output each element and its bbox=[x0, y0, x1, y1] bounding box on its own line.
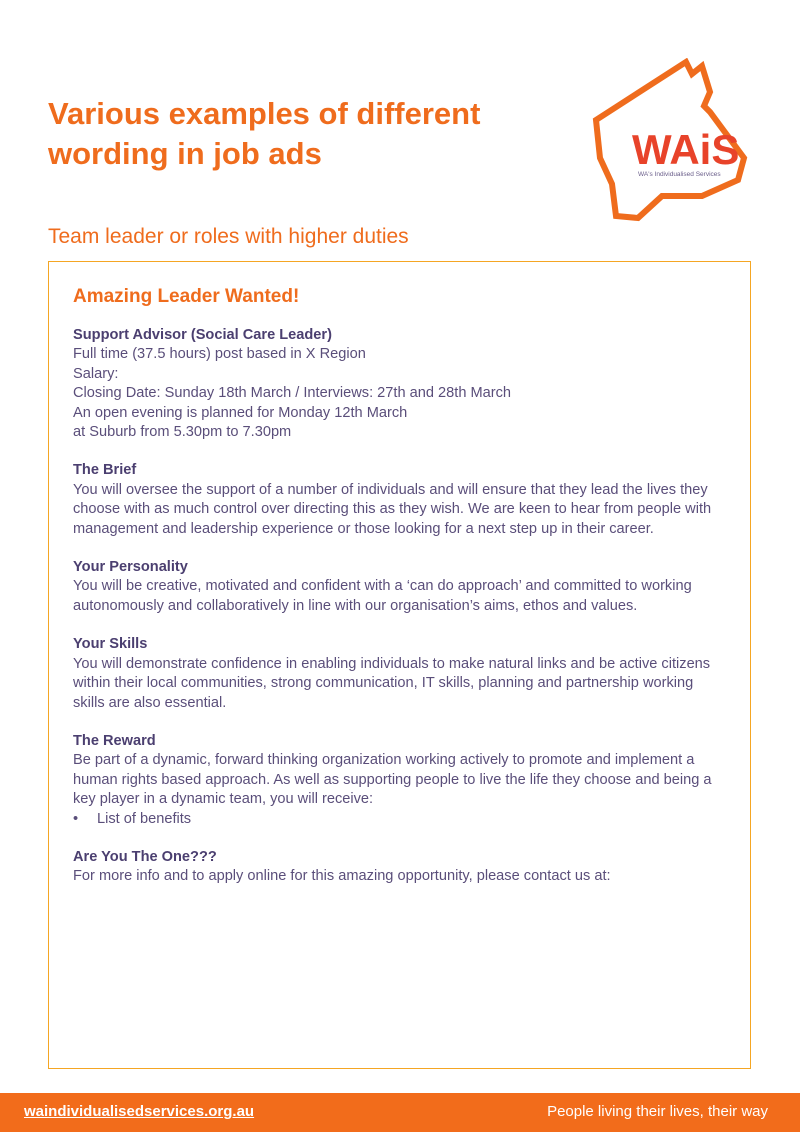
role-line-hours: Full time (37.5 hours) post based in X Region bbox=[73, 346, 366, 363]
personality-text: You will be creative, motivated and confident with a ‘can do approach’ and committed to working autonomously and collaboratively in line with our organisation’s aims, ethos and values. bbox=[73, 578, 692, 614]
reward-heading: The Reward bbox=[73, 732, 156, 749]
role-heading: Support Advisor (Social Care Leader) bbox=[73, 327, 332, 343]
skills-heading: Your Skills bbox=[73, 636, 148, 653]
job-ad-content bbox=[73, 284, 728, 906]
brief-block bbox=[73, 461, 728, 539]
role-line-closing-date: Closing Date: Sunday 18th March / Interviews: 27th and 28th March bbox=[73, 385, 512, 402]
role-line-salary: Salary: bbox=[73, 365, 119, 382]
ad-title: Amazing Leader Wanted! bbox=[73, 286, 300, 307]
list-item-text: List of benefits bbox=[97, 810, 192, 827]
footer-tagline: People living their lives, their way bbox=[547, 1103, 768, 1120]
logo-brand-text: WAiS bbox=[632, 126, 740, 173]
role-line-open-evening: An open evening is planned for Monday 12th March bbox=[73, 404, 408, 421]
personality-heading: Your Personality bbox=[73, 559, 188, 576]
footer-bar bbox=[0, 1093, 800, 1132]
brief-heading: The Brief bbox=[73, 462, 137, 479]
skills-block bbox=[73, 635, 728, 713]
cta-text: For more info and to apply online for this amazing opportunity, please contact us at: bbox=[73, 868, 611, 885]
logo-tagline: WA's Individualised Services bbox=[638, 171, 721, 178]
wais-logo bbox=[592, 58, 750, 223]
role-block bbox=[73, 326, 728, 442]
page-title: Various examples of different wording in job ads bbox=[48, 96, 481, 171]
section-heading: Team leader or roles with higher duties bbox=[48, 225, 409, 248]
benefits-list bbox=[73, 810, 728, 829]
cta-block bbox=[73, 848, 728, 887]
role-line-location-time: at Suburb from 5.30pm to 7.30pm bbox=[73, 424, 292, 441]
reward-block bbox=[73, 732, 728, 829]
personality-block bbox=[73, 558, 728, 616]
list-item bbox=[73, 810, 728, 829]
skills-text: You will demonstrate confidence in enabling individuals to make natural links and be active citizens within their local communities, strong communication, IT skills, planning and partnership working skills are also essential. bbox=[73, 655, 711, 711]
website-link[interactable]: waindividualisedservices.org.au bbox=[24, 1103, 255, 1120]
bullet-icon: • bbox=[73, 810, 79, 827]
cta-heading: Are You The One??? bbox=[73, 848, 217, 865]
job-ad-box bbox=[48, 261, 751, 1069]
brief-text: You will oversee the support of a number of individuals and will ensure that they lead the lives they choose with as much control over directing this as they wish. We are keen to hear from people with management and leadership experience or those looking for a next step up in their career. bbox=[73, 481, 712, 537]
reward-text: Be part of a dynamic, forward thinking organization working actively to promote and implement a human rights based approach. As well as supporting people to live the life they choose and being a key player in a dynamic team, you will receive: bbox=[73, 752, 712, 808]
